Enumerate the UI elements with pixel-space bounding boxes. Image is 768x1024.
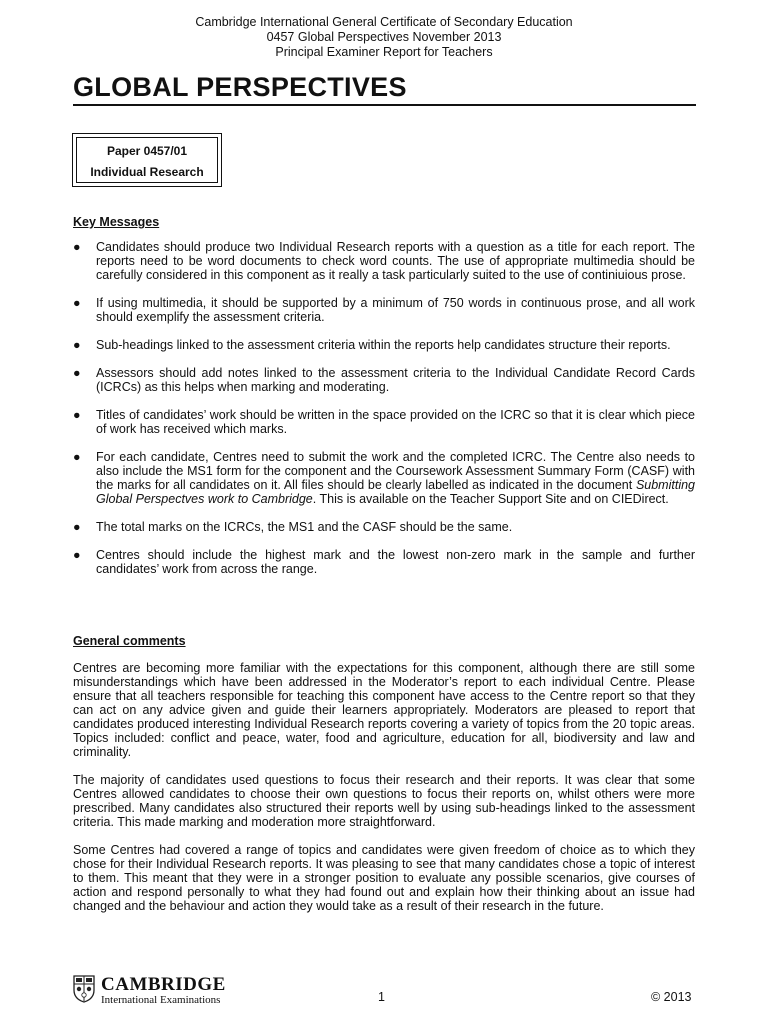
list-item-text: If using multimedia, it should be supported by a minimum of 750 words in continuous prose, and all work should exemplify the assessment criteria. (96, 296, 695, 324)
list-item (73, 408, 695, 436)
header-line-board: Cambridge International General Certificate of Secondary Education (195, 15, 573, 29)
bullet-icon: ● (73, 366, 81, 380)
list-item-text: Centres should include the highest mark and the lowest non-zero mark in the sample and further candidates’ work from across the range. (96, 548, 695, 576)
bullet-icon: ● (73, 338, 81, 352)
logo-wordmark: CAMBRIDGE (101, 974, 226, 995)
logo-subtitle: International Examinations (101, 994, 221, 1006)
list-item (73, 240, 695, 282)
copyright: © 2013 (651, 990, 692, 1004)
paper-code: Paper 0457/01 (106, 144, 188, 158)
bullet-icon: ● (73, 408, 81, 422)
list-item (73, 520, 695, 534)
paragraph: Some Centres had covered a range of topics and candidates were given freedom of choice as to which they chose for their Individual Research reports. It was pleasing to see that many candidates chose a topic of interest to them. This meant that they were in a stronger position to evaluate any possible scenarios, give courses of action and respond personally to what they had found out and explain how their thinking about an issue had changed and the behaviour and action they would take as a result of their research in the future. (73, 843, 695, 913)
page-title: GLOBAL PERSPECTIVES (73, 70, 696, 106)
general-comments-body (73, 661, 695, 927)
key-messages-heading: Key Messages (73, 215, 160, 229)
list-item-text: Sub-headings linked to the assessment criteria within the reports help candidates structure their reports. (96, 338, 671, 352)
document-title-italic: Submitting Global Perspectves work to Cambridge (96, 478, 695, 506)
bullet-icon: ● (73, 296, 81, 310)
list-item (73, 296, 695, 324)
bullet-icon: ● (73, 240, 81, 254)
paragraph: Centres are becoming more familiar with the expectations for this component, although there are still some misunderstandings which have been addressed in the Moderator’s report to each individual Centre. Please ensure that all teachers responsible for teaching this component have access to the Centre report so that they can act on any advice given and guide their learners appropriately. Moderators are pleased to report that candidates produced interesting Individual Research reports covering a variety of topics from the 20 topic areas. Topics included: conflict and peace, water, food and agriculture, education for all, biodiversity and law and criminality. (73, 661, 695, 759)
key-messages-list (73, 240, 695, 590)
list-item-text: Titles of candidates’ work should be written in the space provided on the ICRC so that it is clear which piece of work has received which marks. (96, 408, 695, 436)
bullet-icon: ● (73, 520, 81, 534)
paper-box-inner (76, 137, 218, 183)
header-line-report-type: Principal Examiner Report for Teachers (275, 45, 493, 59)
paper-box (72, 133, 222, 187)
crest-icon (73, 975, 95, 1003)
header-line-syllabus: 0457 Global Perspectives November 2013 (266, 30, 502, 44)
paragraph: The majority of candidates used questions to focus their research and their reports. It was clear that some Centres allowed candidates to choose their own questions to focus their reports on, whilst others were more prescribed. Many candidates also structured their reports well by using sub-headings linked to the assessment criteria. This made marking and moderation more straightforward. (73, 773, 695, 829)
cambridge-logo (73, 975, 233, 1005)
page-number: 1 (378, 990, 385, 1004)
list-item-text: Candidates should produce two Individual Research reports with a question as a title for each report. The reports need to be word documents to check word counts. The use of appropriate multimedia should be carefully considered in this component as it really a task particularly suited to the use of continiuious prose. (96, 240, 695, 282)
list-item (73, 450, 695, 506)
list-item-text: Assessors should add notes linked to the assessment criteria to the Individual Candidate Record Cards (ICRCs) as this helps when marking and moderating. (96, 366, 695, 394)
paper-component: Individual Research (90, 165, 204, 179)
list-item-text: The total marks on the ICRCs, the MS1 and the CASF should be the same. (96, 520, 513, 534)
list-item-text-casf: For each candidate, Centres need to submit the work and the completed ICRC. The Centre also needs to also include the MS1 form for the component and the Coursework Assessment Summary Form (CASF) with the marks for all candidates on it. All files should be clearly labelled as indicated in the document Submitting Global Perspectves work to Cambridge. This is available on the Teacher Support Site and on CIEDirect. (96, 450, 695, 506)
list-item (73, 548, 695, 576)
general-comments-heading: General comments (73, 634, 186, 648)
list-item (73, 366, 695, 394)
list-item (73, 338, 695, 352)
bullet-icon: ● (73, 548, 81, 562)
bullet-icon: ● (73, 450, 81, 464)
